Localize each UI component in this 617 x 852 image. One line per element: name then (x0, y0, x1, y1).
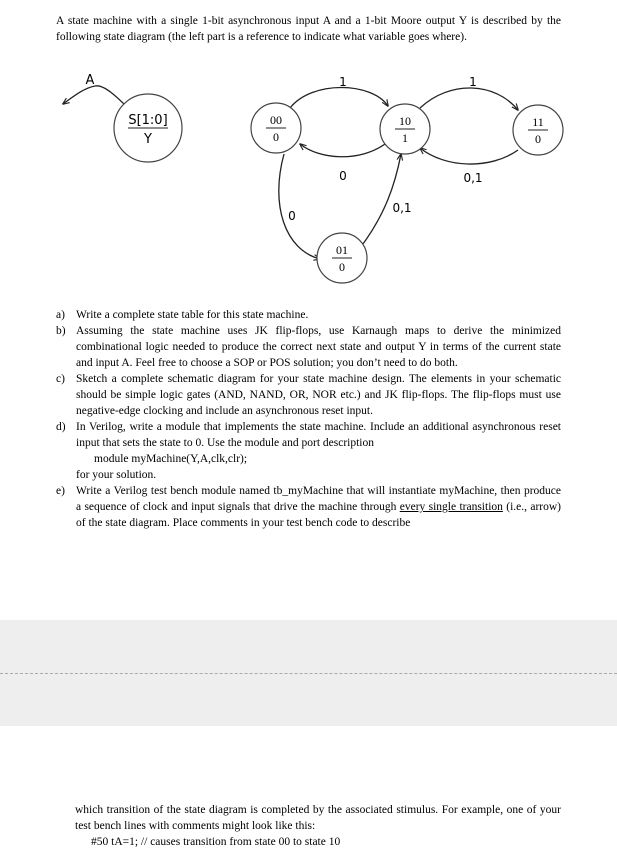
legend-state-label: S[1:0] (128, 113, 168, 128)
transition-label-10-11: 1 (469, 75, 477, 89)
legend-arrow (63, 86, 128, 108)
state-01 (317, 233, 367, 283)
question-text: Assuming the state machine uses JK flip-flops, use Karnaugh maps to derive the minimized combinational logic needed to produce the correct next state and output Y in terms of the current state and input A. Feel free to choose a SOP or POS solution; you don’t need to do both. (76, 325, 561, 369)
question-label: d) (56, 421, 66, 433)
transition-label-11-10: 0,1 (463, 171, 483, 185)
transition-00-to-10 (290, 88, 388, 109)
state-00-output: 0 (273, 130, 279, 144)
transition-10-to-11 (420, 88, 518, 110)
question-text: In Verilog, write a module that implements the state machine. Include an additional asynchronous reset input that sets the state to 0. Use the module and port description (76, 421, 561, 449)
question-label: e) (56, 485, 65, 497)
transition-label-00-10: 1 (339, 75, 347, 89)
legend (63, 73, 182, 162)
question-body (76, 483, 561, 531)
state-01-code: 01 (336, 243, 348, 257)
question-text: Write a Verilog test bench module named tb_myMachine that will instantiate myMachine, then produce a sequence of clock and input signals that drive the machine through (76, 485, 561, 513)
legend-input-label: A (85, 73, 95, 88)
question-d (56, 419, 561, 483)
state-10-output: 1 (402, 131, 408, 145)
page-break-divider (0, 673, 617, 674)
transition-label-01-10: 0,1 (392, 201, 412, 215)
question-a (56, 307, 561, 323)
state-00 (251, 103, 301, 153)
intro-paragraph: A state machine with a single 1-bit asynchronous input A and a 1-bit Moore output Y is described by the following state diagram (the left part is a reference to indicate what variable goes where). (56, 15, 561, 43)
state-01-output: 0 (339, 260, 345, 274)
legend-output-label: Y (144, 132, 152, 147)
state-11-code: 11 (532, 115, 544, 129)
state-diagram (0, 60, 617, 295)
transition-00-to-01 (279, 154, 320, 259)
state-10-code: 10 (399, 114, 411, 128)
module-declaration: module myMachine(Y,A,clk,clr); (94, 453, 248, 465)
state-11 (513, 105, 563, 155)
question-label: c) (56, 373, 65, 385)
example-code-line: #50 tA=1; // causes transition from state 00 to state 10 (91, 836, 341, 848)
question-label: a) (56, 309, 65, 321)
question-after-text: for your solution. (76, 469, 157, 481)
question-text-continued: (i.e., arrow) of the state diagram. Place comments in your test bench code to describe (76, 501, 562, 529)
continuation-paragraph (75, 802, 561, 850)
state-11-output: 0 (535, 132, 541, 146)
state-00-code: 00 (270, 113, 282, 127)
transition-label-00-01: 0 (288, 209, 296, 223)
question-list (56, 307, 561, 531)
transition-11-to-10 (420, 148, 518, 164)
question-b (56, 323, 561, 371)
transition-label-10-00: 0 (339, 169, 347, 183)
underlined-phrase: every single transition (399, 501, 503, 513)
question-body (76, 419, 561, 483)
question-e (56, 483, 561, 531)
question-text: Sketch a complete schematic diagram for your state machine design. The elements in your schematic should be simple logic gates (AND, NAND, OR, NOR etc.) and JK flip-flops. The flip-flops must use negative-edge clocking and include an asynchronous reset input. (76, 373, 561, 417)
question-text: Write a complete state table for this state machine. (76, 309, 309, 321)
transition-10-to-00 (300, 144, 385, 157)
state-10 (380, 104, 430, 154)
continuation-text: which transition of the state diagram is completed by the associated stimulus. For example, one of your test bench lines with comments might look like this: (75, 804, 561, 832)
question-label: b) (56, 325, 66, 337)
question-c (56, 371, 561, 419)
